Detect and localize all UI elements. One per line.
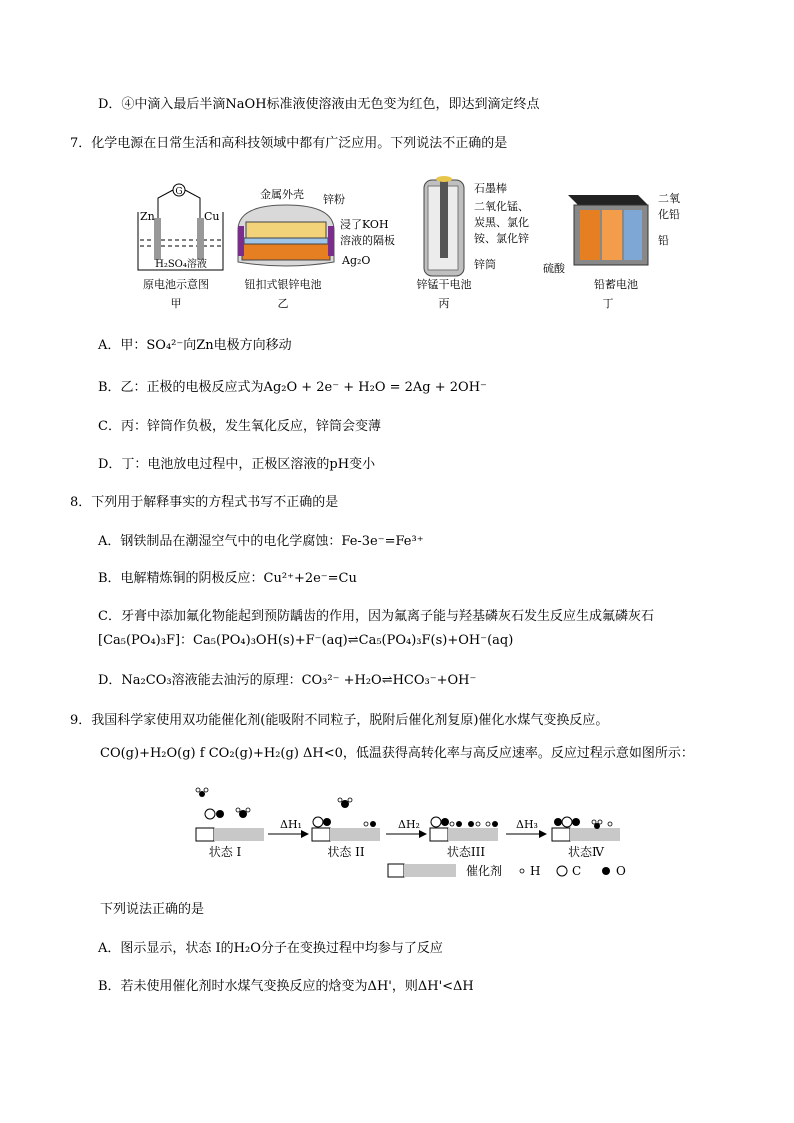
rod-label: 石墨棒 [474,182,507,195]
mix-label-1: 二氧化锰、 [474,200,529,213]
q8-option-a: A．钢铁制品在潮湿空气中的电化学腐蚀：Fe-3e⁻=Fe³⁺ [98,534,424,549]
state-4 [552,817,620,859]
dh3-label: ΔH₃ [516,818,538,831]
legend [388,863,626,878]
q9-equation: CO(g)+H₂O(g) f CO₂(g)+H₂(g) ΔH<0，低温获得高转化率与高反应速率。反应过程示意如图所示： [100,746,694,761]
q9-prompt: 下列说法正确的是 [100,902,205,917]
legend-catalyst: 催化剂 [466,864,503,878]
galvanometer-label: G [175,187,183,197]
mix-label-2: 炭黑、氯化 [474,216,529,229]
fig-jia [138,184,223,310]
pbo2-label-2: 化铅 [658,208,680,221]
q7-option-d: D．丁：电池放电过程中，正极区溶液的pH变小 [98,457,376,472]
bing-caption: 锌锰干电池 [416,278,472,291]
state-3 [430,817,498,859]
legend-c: C [572,864,582,878]
q9-option-a: A．图示显示，状态 I的H₂O分子在变换过程中均参与了反应 [98,941,443,956]
zn-label: Zn [140,210,155,223]
ding-caption: 铅蓄电池 [594,278,638,291]
zinc-label: 锌粉 [323,193,345,206]
ding-tag: 丁 [602,297,614,310]
q9-stem: 9．我国科学家使用双功能催化剂(能吸附不同粒子，脱附后催化剂复原)催化水煤气变换反应。 [70,713,609,728]
state-1-label: 状态 I [208,845,242,859]
pb-label: 铅 [658,234,669,247]
dh1-label: ΔH₁ [280,818,302,831]
dh2-label: ΔH₂ [398,818,420,831]
jia-tag: 甲 [170,297,182,310]
q9-reaction-figure [190,778,640,882]
acid-label: 硫酸 [543,262,565,275]
state-4-label: 状态Ⅳ [568,845,604,859]
legend-h: H [530,864,541,878]
shell-label: 金属外壳 [260,188,304,201]
state-3-label: 状态III [446,845,486,859]
yi-caption: 钮扣式银锌电池 [244,278,322,291]
can-label: 锌筒 [474,258,496,271]
q8-option-c-line1: C．牙膏中添加氟化物能起到预防龋齿的作用，因为氟离子能与羟基磷灰石发生反应生成氟磷灰石 [98,609,654,624]
fig-ding [543,191,680,310]
fig-yi [238,187,395,310]
separator-label-1: 浸了KOH [340,218,389,231]
q7-option-a: A．甲：SO₄²⁻向Zn电极方向移动 [98,338,292,353]
q9-option-b: B．若未使用催化剂时水煤气变换反应的焓变为ΔH'，则ΔH'<ΔH [98,979,474,994]
jia-caption: 原电池示意图 [143,278,209,291]
bing-tag: 丙 [438,297,450,310]
q8-option-b: B．电解精炼铜的阴极反应：Cu²⁺+2e⁻=Cu [98,571,357,586]
state-2-label: 状态 II [327,845,365,859]
yi-tag: 乙 [277,297,289,310]
q6-option-d: D．④中滴入最后半滴NaOH标准液使溶液由无色变为红色，即达到滴定终点 [98,97,540,112]
q7-figure [128,170,688,318]
q7-option-c: C．丙：锌筒作负极，发生氧化反应，锌筒会变薄 [98,419,381,434]
separator-label-2: 溶液的隔板 [340,234,395,247]
mix-label-3: 铵、氯化锌 [474,232,529,245]
q7-stem: 7．化学电源在日常生活和高科技领域中都有广泛应用。下列说法不正确的是 [70,136,508,151]
q8-option-c-line2: [Ca₅(PO₄)₃F]：Ca₅(PO₄)₃OH(s)+F⁻(aq)⇌Ca₅(PO₄)₃F(s)+OH⁻(aq) [98,633,514,648]
q7-option-b: B．乙：正极的电极反应式为Ag₂O + 2e⁻ + H₂O = 2Ag + 2OH⁻ [98,380,487,395]
solution-label: H₂SO₄溶液 [155,259,207,270]
q8-option-d: D．Na₂CO₃溶液能去油污的原理：CO₃²⁻ +H₂O⇌HCO₃⁻+OH⁻ [98,673,477,688]
ag2o-label: Ag₂O [342,254,371,267]
state-2 [312,798,380,859]
pbo2-label-1: 二氧 [658,192,680,205]
state-1 [196,788,264,859]
fig-bing [417,176,530,310]
legend-o: O [616,864,626,878]
cu-label: Cu [204,210,220,223]
q8-stem: 8．下列用于解释事实的方程式书写不正确的是 [70,495,339,510]
